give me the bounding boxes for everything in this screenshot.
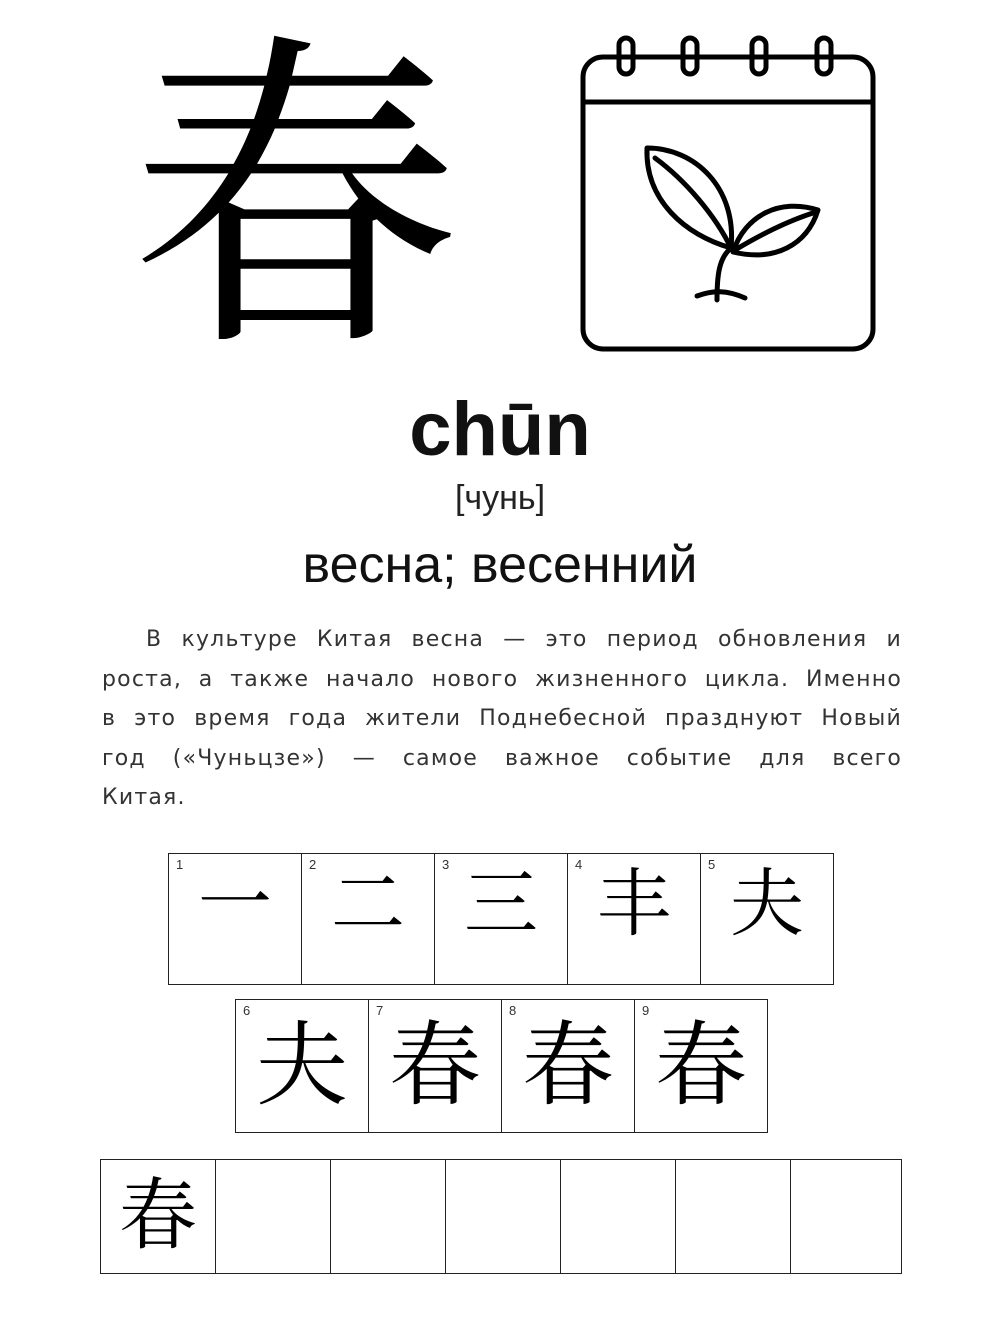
- calendar-sprout-icon: [575, 30, 880, 360]
- stroke-glyph: 春: [654, 1012, 747, 1119]
- stroke-cell: [168, 853, 302, 985]
- stroke-cell: [567, 853, 701, 985]
- stroke-cell: [634, 999, 768, 1133]
- stroke-glyph: 春: [521, 1012, 614, 1119]
- stroke-number: 8: [509, 1003, 517, 1018]
- practice-sample-glyph: 春: [118, 1171, 197, 1261]
- stroke-glyph: 夫: [255, 1012, 348, 1119]
- stroke-cell: [235, 999, 369, 1133]
- practice-cell-sample: [100, 1159, 216, 1274]
- stroke-cell: [301, 853, 435, 985]
- practice-cell[interactable]: [445, 1159, 561, 1274]
- stroke-number: 3: [442, 857, 450, 872]
- practice-cell[interactable]: [560, 1159, 676, 1274]
- stroke-glyph: 丰: [597, 861, 671, 947]
- stroke-number: 1: [176, 857, 184, 872]
- stroke-glyph: 一: [198, 861, 272, 947]
- description: В культуре Китая весна — это период обновления и роста, а также начало нового жизненного цикла. Именно в это время года жители Поднебесной празднуют Новый год («Чуньцзе») — самое важное событие для всего Китая.: [102, 627, 902, 810]
- practice-cell[interactable]: [215, 1159, 331, 1274]
- stroke-glyph: 夫: [730, 861, 804, 947]
- stroke-cell: [368, 999, 502, 1133]
- stroke-cell: [501, 999, 635, 1133]
- meaning: весна; весенний: [302, 536, 698, 594]
- stroke-glyph: 春: [388, 1012, 481, 1119]
- pinyin: chūn: [409, 387, 591, 472]
- stroke-number: 7: [376, 1003, 384, 1018]
- stroke-cell: [700, 853, 834, 985]
- practice-cell[interactable]: [675, 1159, 791, 1274]
- practice-cell[interactable]: [790, 1159, 902, 1274]
- stroke-number: 4: [575, 857, 583, 872]
- stroke-number: 6: [243, 1003, 251, 1018]
- practice-cell[interactable]: [330, 1159, 446, 1274]
- main-character: 春: [130, 8, 460, 392]
- stroke-glyph: 三: [464, 861, 538, 947]
- stroke-number: 2: [309, 857, 317, 872]
- stroke-number: 5: [708, 857, 716, 872]
- transcription: [чунь]: [454, 479, 546, 517]
- stroke-glyph: 二: [331, 861, 405, 947]
- stroke-number: 9: [642, 1003, 650, 1018]
- stroke-cell: [434, 853, 568, 985]
